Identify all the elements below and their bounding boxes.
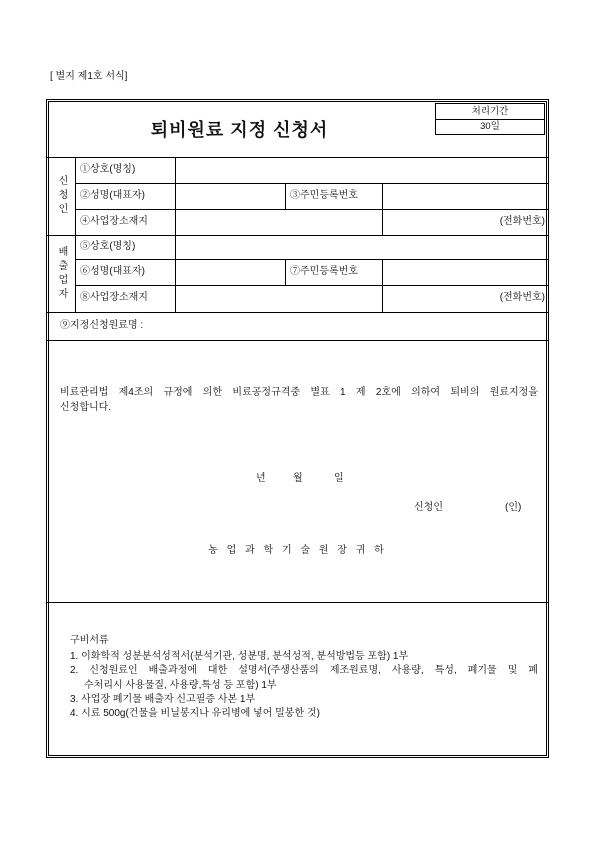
material-label: ⑨지정신청원료명 : (60, 320, 144, 331)
applicant-section-text: 신청인 (56, 175, 67, 217)
divider-applicant-section (47, 235, 548, 236)
statement-line-1: 비료관리법 제4조의 규정에 의한 비료공정규격중 별표 1 제 2호에 의하여 퇴비의 원료지정을 (60, 387, 538, 398)
processing-period-label: 처리기간 (436, 104, 544, 120)
divider-applicant-row1 (75, 183, 548, 184)
column-line-id-emitter (285, 259, 286, 285)
emitter-representative-label: ⑥성명(대표자) (80, 266, 145, 277)
date-year: 년 (256, 473, 266, 484)
divider-documents (47, 602, 548, 603)
document-item-3: 3. 사업장 폐기물 배출자 신고필증 사본 1부 (70, 694, 256, 705)
divider-title (47, 157, 548, 158)
signature-label: 신청인 (414, 502, 443, 513)
signature-seal: (인) (505, 502, 522, 513)
form-title: 퇴비원료 지정 신청서 (150, 120, 329, 140)
column-line-section (75, 157, 76, 312)
divider-emitter-row2 (75, 285, 548, 286)
applicant-address-label: ④사업장소재지 (80, 216, 148, 227)
date-day: 일 (334, 473, 344, 484)
column-line-value-emitter (382, 259, 383, 312)
emitter-section-text: 배출업자 (56, 245, 67, 302)
statement-line-2: 신청합니다. (60, 402, 112, 413)
recipient: 농 업 과 학 기 술 원 장 귀 하 (208, 545, 387, 556)
applicant-business-name-label: ①상호(명칭) (80, 164, 136, 175)
document-item-2: 2. 신청원료인 배출과정에 대한 설명서(주생산품의 제조원료명, 사용량, 특성, 폐기물 및 폐 (70, 665, 538, 676)
column-line-label (175, 157, 176, 312)
column-line-value-applicant (382, 183, 383, 235)
applicant-section-label (47, 157, 75, 235)
column-line-id-applicant (285, 183, 286, 209)
applicant-representative-label: ②성명(대표자) (80, 190, 145, 201)
document-item-1: 1. 이화학적 성분분석성적서(분석기관, 성분명, 분석성적, 분석방법등 포함) 1부 (70, 651, 409, 662)
emitter-business-name-label: ⑤상호(명칭) (80, 241, 136, 252)
divider-emitter-row1 (75, 259, 548, 260)
processing-period-box (435, 103, 545, 135)
applicant-resident-number-label: ③주민등록번호 (290, 190, 358, 201)
documents-heading: 구비서류 (70, 635, 109, 646)
divider-applicant-row2 (75, 209, 548, 210)
form-code: [ 별지 제1호 서식] (50, 71, 128, 82)
processing-period-value: 30일 (480, 121, 500, 132)
emitter-phone-label: (전화번호) (499, 292, 545, 303)
emitter-resident-number-label: ⑦주민등록번호 (290, 266, 358, 277)
document-item-4: 4. 시료 500g(건물을 비닐봉지나 유리병에 넣어 밀봉한 것) (70, 708, 320, 719)
document-item-2-continuation: 수처리시 사용물질, 사용량,특성 등 포함) 1부 (84, 680, 277, 691)
applicant-phone-label: (전화번호) (499, 216, 545, 227)
divider-material (47, 340, 548, 341)
emitter-address-label: ⑧사업장소재지 (80, 292, 148, 303)
emitter-section-label (47, 235, 75, 312)
divider-emitter-section (47, 312, 548, 313)
date-month: 월 (293, 473, 303, 484)
